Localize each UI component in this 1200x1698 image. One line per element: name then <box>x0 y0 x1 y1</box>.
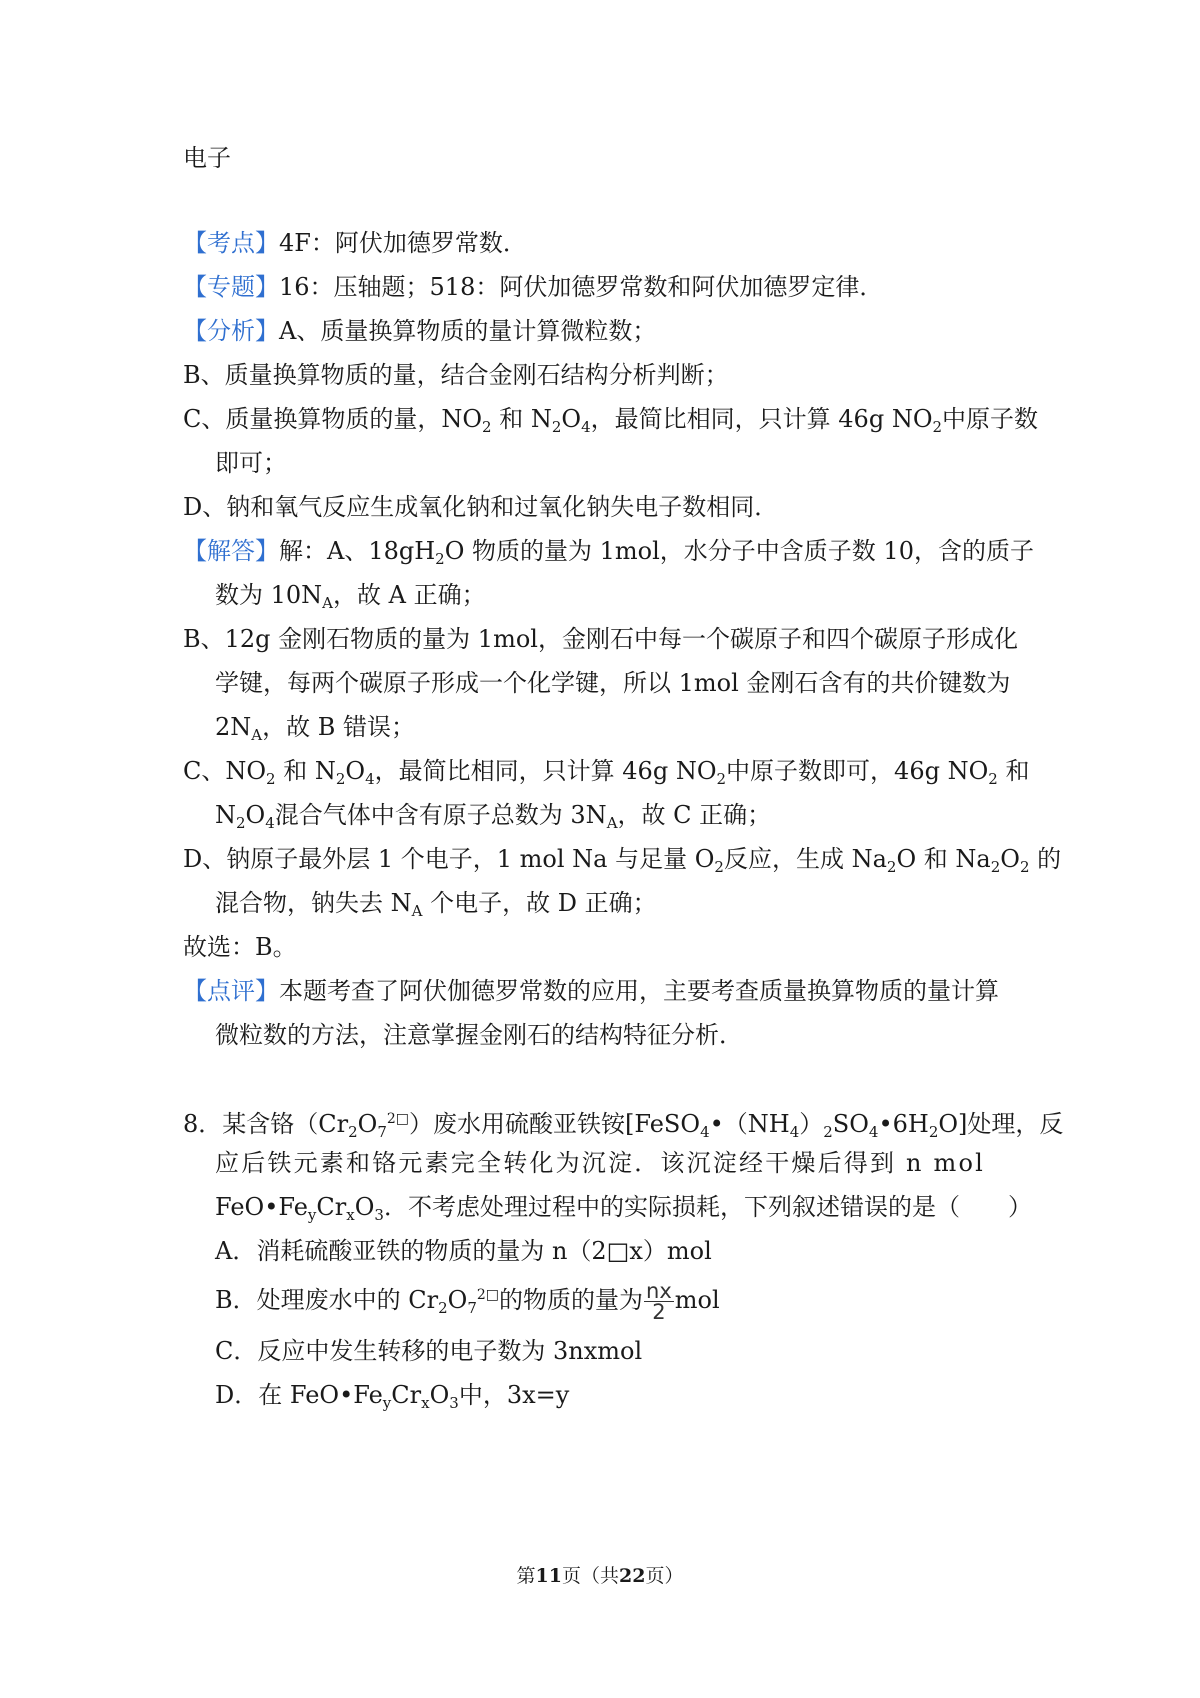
jieda-line-b1: B、12g 金刚石物质的量为 1mol，金刚石中每一个碳原子和四个碳原子形成化 <box>183 625 1018 653</box>
jieda-tag: 【解答】 <box>183 537 279 565</box>
jieda-line-a: 【解答】解：A、$18gH_2O$ 物质的量为 1mol，水分子中含质子数 10，含的质子 <box>183 537 1034 568</box>
question8-line2: 应后铁元素和铬元素完全转化为沉淀．该沉淀经干燥后得到 n mol <box>215 1149 985 1177</box>
fenxi-line-b: B、质量换算物质的量，结合金刚石结构分析判断； <box>183 361 729 389</box>
jieda-line-d1: D、钠原子最外层 1 个电子，1 mol Na 与足量 $O_2$反应，生成 $Na_2O$ 和 $Na_2O_2$ 的 <box>183 845 1062 876</box>
dianping-line2: 微粒数的方法，注意掌握金刚石的结构特征分析． <box>215 1021 743 1049</box>
option-b: B．处理废水中的 $Cr_2O_7^{2□}$的物质的量为 $\frac{nx}{2}$ mol <box>215 1279 720 1324</box>
zhuanti-tag: 【专题】 <box>183 273 279 301</box>
fenxi-line-a: 【分析】A、质量换算物质的量计算微粒数； <box>183 317 657 345</box>
zhuanti-line: 【专题】16：压轴题；518：阿伏加德罗常数和阿伏加德罗定律． <box>183 273 884 301</box>
jieda-line-d2: 混合物，钠失去 $N_A$ 个电子，故 D 正确； <box>215 889 657 920</box>
jieda-line-c2: $N_2O_4$混合气体中含有原子总数为 $3N_A$，故 C 正确； <box>215 801 772 832</box>
dianping-tag: 【点评】 <box>183 977 279 1005</box>
fraction-nx-over-2: $\frac{nx}{2}$ <box>646 1279 672 1324</box>
fenxi-line-d: D、钠和氧气反应生成氧化钠和过氧化钠失电子数相同． <box>183 493 779 521</box>
jieda-line-c1: C、$NO_2$ 和 $N_2O_4$，最简比相同，只计算 46g $NO_2$中原子数即可，46g $NO_2$ 和 <box>183 757 1030 788</box>
kaodian-tag: 【考点】 <box>183 229 279 257</box>
jieda-line-a-cont: 数为 $10N_A$，故 A 正确； <box>215 581 486 612</box>
kaodian-line: 【考点】4F：阿伏加德罗常数． <box>183 229 527 257</box>
option-d: D．在 $FeO•Fe_yCr_xO_3$中，3x=y <box>215 1381 570 1412</box>
option-c: C．反应中发生转移的电子数为 3nxmol <box>215 1337 643 1365</box>
jieda-line-b3: $2N_A$，故 B 错误； <box>215 713 416 744</box>
option-a: A．消耗硫酸亚铁的物质的量为 n（2□x）mol <box>215 1237 712 1265</box>
question8-line3: $FeO•Fe_yCr_xO_3$．不考虑处理过程中的实际损耗，下列叙述错误的是（ ） <box>215 1193 1032 1224</box>
answer-line: 故选：B。 <box>183 933 297 961</box>
page-footer: 第11页（共22页） <box>516 1565 684 1587</box>
question8-line1: 8．某含铬$(Cr_2O_7^{2□})$废水用硫酸亚铁铵$[FeSO_4•(NH_4)_2SO_4•6H_2O]$处理，反 <box>183 1110 1064 1141</box>
dianping-line1: 【点评】本题考查了阿伏伽德罗常数的应用，主要考查质量换算物质的量计算 <box>183 977 999 1005</box>
fenxi-line-c: C、质量换算物质的量，$NO_2$ 和 $N_2O_4$，最简比相同，只计算 46g $NO_2$中原子数 <box>183 405 1039 436</box>
intro-fragment: 电子 <box>183 144 231 172</box>
fenxi-tag: 【分析】 <box>183 317 279 345</box>
jieda-line-b2: 学键，每两个碳原子形成一个化学键，所以 1mol 金刚石含有的共价键数为 <box>215 669 1011 697</box>
fenxi-line-c-cont: 即可； <box>215 449 287 477</box>
